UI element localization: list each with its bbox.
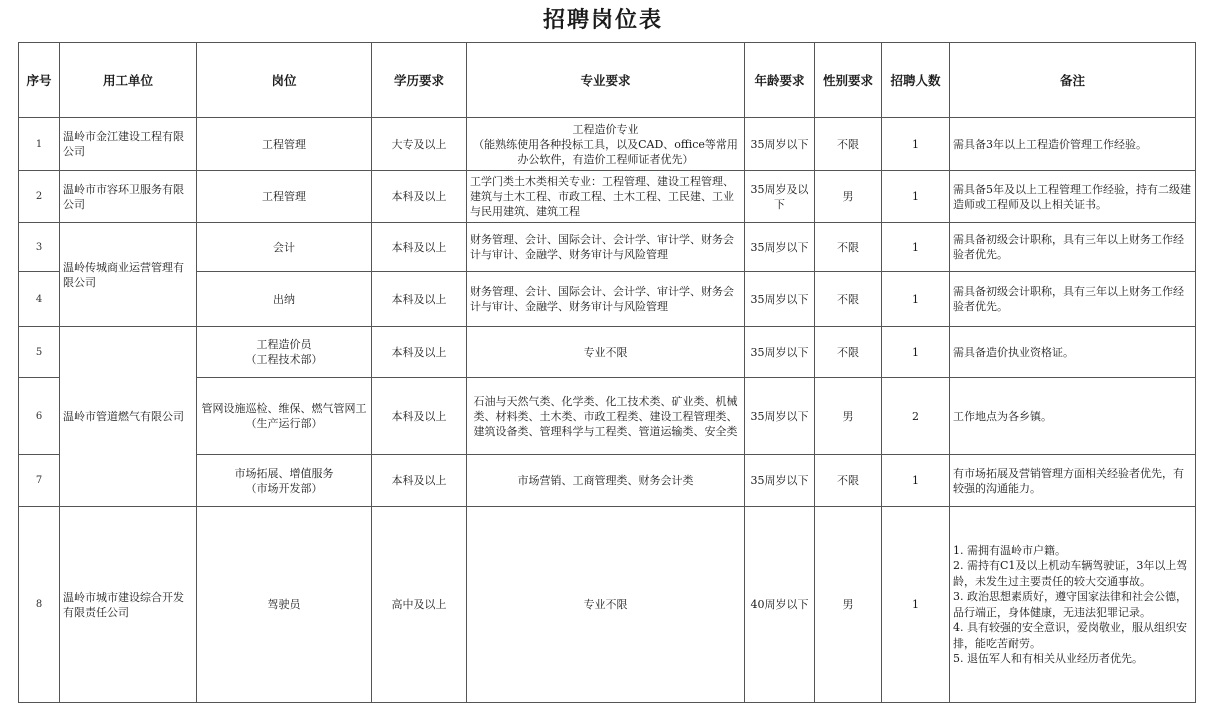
major-text: 工学门类土木类相关专业：工程管理、建设工程管理、建筑与土木工程、市政工程、土木工程、工民建、工业与民用建筑、建筑工程 [470, 175, 734, 218]
remarks-cell: 需具备3年以上工程造价管理工作经验。 [950, 118, 1196, 171]
position-text: 驾驶员 [267, 598, 301, 611]
position-dept: （市场开发部） [245, 481, 323, 495]
major-cell [467, 507, 745, 703]
position-text: 工程管理 [262, 137, 306, 151]
remarks-cell: 需具备5年及以上工程管理工作经验，持有二级建造师或工程师及以上相关证书。 [950, 171, 1196, 223]
remarks-item: 5. 退伍军人和有相关从业经历者优先。 [953, 652, 1143, 665]
major-text: 专业不限 [583, 345, 628, 359]
position-dept: （工程技术部） [245, 353, 323, 366]
position-text: 市场拓展、增值服务 [234, 466, 334, 480]
position-cell [197, 272, 372, 327]
seq-cell: 2 [19, 171, 60, 223]
major-text: 市场营销、工商管理类、财务会计类 [517, 474, 694, 487]
remarks-cell: 有市场拓展及营销管理方面相关经验者优先，有较强的沟通能力。 [950, 455, 1196, 507]
major-cell [467, 118, 745, 171]
major-cell [467, 378, 745, 455]
remarks-item: 2. 需持有C1及以上机动车辆驾驶证，3年以上驾龄，未发生过主要责任的较大交通事故。 [953, 559, 1188, 588]
position-cell [197, 507, 372, 703]
remarks-item: 3. 政治思想素质好，遵守国家法律和社会公德，品行端正，身体健康，无违法犯罪记录。 [953, 590, 1187, 619]
gender-cell: 不限 [815, 272, 882, 327]
position-cell [197, 327, 372, 378]
major-text: 工程造价专业 [572, 122, 639, 136]
header-employer: 用工单位 [60, 43, 197, 118]
employer-cell: 温岭传城商业运营管理有限公司 [60, 223, 197, 327]
major-cell [467, 455, 745, 507]
count-cell: 1 [882, 507, 950, 703]
position-text: 管网设施巡检、维保、燃气管网工 [201, 402, 367, 415]
seq-cell: 6 [19, 378, 60, 455]
position-dept: （生产运行部） [245, 417, 323, 430]
remarks-cell: 需具备初级会计职称，具有三年以上财务工作经验者优先。 [950, 223, 1196, 272]
major-cell [467, 272, 745, 327]
gender-cell: 不限 [815, 118, 882, 171]
table-row [19, 327, 1196, 378]
major-note: （能熟练使用各种投标工具，以及CAD、office等常用办公软件，有造价工程师证者优先） [473, 137, 738, 166]
table-row [19, 507, 1196, 703]
age-cell: 40周岁以下 [745, 507, 815, 703]
header-major: 专业要求 [467, 43, 745, 118]
count-cell: 1 [882, 272, 950, 327]
position-cell [197, 118, 372, 171]
count-cell: 1 [882, 223, 950, 272]
count-cell: 1 [882, 455, 950, 507]
seq-cell: 7 [19, 455, 60, 507]
major-cell [467, 327, 745, 378]
major-text: 石油与天然气类、化学类、化工技术类、矿业类、机械类、材料类、土木类、市政工程类、建设工程管理类、建筑设备类、管理科学与工程类、管道运输类、安全类 [473, 394, 738, 438]
position-cell [197, 171, 372, 223]
major-cell [467, 171, 745, 223]
remarks-list [953, 543, 1192, 667]
position-cell [197, 223, 372, 272]
education-cell: 大专及以上 [372, 118, 467, 171]
major-text: 财务管理、会计、国际会计、会计学、审计学、财务会计与审计、金融学、财务审计与风险管理 [470, 233, 734, 261]
position-cell [197, 378, 372, 455]
age-cell: 35周岁以下 [745, 455, 815, 507]
header-position: 岗位 [197, 43, 372, 118]
gender-cell: 不限 [815, 223, 882, 272]
header-remarks: 备注 [950, 43, 1196, 118]
remarks-cell: 需具备造价执业资格证。 [950, 327, 1196, 378]
seq-cell: 4 [19, 272, 60, 327]
table-row [19, 171, 1196, 223]
employer-cell: 温岭市金江建设工程有限公司 [60, 118, 197, 171]
count-cell: 1 [882, 118, 950, 171]
count-cell: 1 [882, 171, 950, 223]
page-title: 招聘岗位表 [542, 7, 663, 33]
employer-cell: 温岭市管道燃气有限公司 [60, 327, 197, 507]
position-text: 工程管理 [262, 190, 306, 203]
gender-cell: 男 [815, 171, 882, 223]
remarks-cell: 需具备初级会计职称，具有三年以上财务工作经验者优先。 [950, 272, 1196, 327]
major-text: 专业不限 [583, 598, 628, 611]
seq-cell: 5 [19, 327, 60, 378]
education-cell: 本科及以上 [372, 223, 467, 272]
seq-cell: 8 [19, 507, 60, 703]
education-cell: 本科及以上 [372, 378, 467, 455]
header-seq: 序号 [19, 43, 60, 118]
employer-cell: 温岭市城市建设综合开发有限责任公司 [60, 507, 197, 703]
remarks-item: 4. 具有较强的安全意识，爱岗敬业，服从组织安排，能吃苦耐劳。 [953, 621, 1187, 650]
education-cell: 本科及以上 [372, 455, 467, 507]
education-cell: 本科及以上 [372, 272, 467, 327]
age-cell: 35周岁以下 [745, 327, 815, 378]
remarks-cell: 工作地点为各乡镇。 [950, 378, 1196, 455]
major-cell [467, 223, 745, 272]
header-gender: 性别要求 [815, 43, 882, 118]
position-cell [197, 455, 372, 507]
education-cell: 高中及以上 [372, 507, 467, 703]
table-row [19, 223, 1196, 272]
education-cell: 本科及以上 [372, 327, 467, 378]
age-cell: 35周岁以下 [745, 223, 815, 272]
remarks-item: 1. 需拥有温岭市户籍。 [953, 543, 1066, 557]
seq-cell: 3 [19, 223, 60, 272]
count-cell: 1 [882, 327, 950, 378]
count-cell: 2 [882, 378, 950, 455]
major-text: 财务管理、会计、国际会计、会计学、审计学、财务会计与审计、金融学、财务审计与风险管理 [470, 285, 734, 313]
age-cell: 35周岁以下 [745, 118, 815, 171]
gender-cell: 不限 [815, 327, 882, 378]
header-education: 学历要求 [372, 43, 467, 118]
gender-cell: 不限 [815, 455, 882, 507]
table-row [19, 118, 1196, 171]
remarks-cell [950, 507, 1196, 703]
age-cell: 35周岁以下 [745, 378, 815, 455]
recruitment-table [18, 42, 1196, 703]
position-text: 出纳 [273, 292, 295, 306]
position-text: 工程造价员 [256, 338, 312, 351]
education-cell: 本科及以上 [372, 171, 467, 223]
age-cell: 35周岁以下 [745, 272, 815, 327]
header-row [19, 43, 1196, 118]
position-text: 会计 [273, 240, 295, 254]
header-count: 招聘人数 [882, 43, 950, 118]
employer-cell: 温岭市市容环卫服务有限公司 [60, 171, 197, 223]
seq-cell: 1 [19, 118, 60, 171]
age-cell: 35周岁及以下 [745, 171, 815, 223]
gender-cell: 男 [815, 378, 882, 455]
gender-cell: 男 [815, 507, 882, 703]
header-age: 年龄要求 [745, 43, 815, 118]
